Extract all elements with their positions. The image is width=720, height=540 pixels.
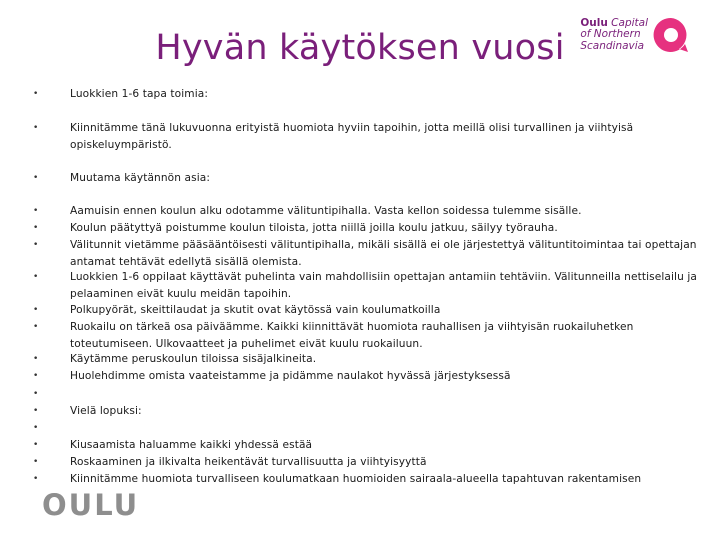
- list-item: Välitunnit vietämme pääsääntöisesti välituntipihalla, mikäli sisällä ei ole järjestettyä välituntitoimintaa tai opettajan antamat tehtävät edellytä sisällä olemista.: [70, 239, 697, 269]
- bullet-icon: •: [33, 123, 39, 133]
- oulu-footer-logo: OULU: [42, 488, 140, 522]
- brand-line-1-bold: Oulu: [580, 16, 608, 29]
- bullet-icon: •: [33, 206, 39, 216]
- list-item: Koulun päätyttyä poistumme koulun tiloista, jotta niillä joilla koulu jatkuu, säilyy työrauha.: [70, 222, 558, 234]
- bullet-icon: •: [33, 240, 39, 250]
- bullet-icon: •: [33, 173, 39, 183]
- brand-line-3: Scandinavia: [580, 39, 645, 52]
- bullet-icon: •: [33, 89, 39, 99]
- bullet-icon: •: [33, 406, 39, 416]
- bullet-icon: •: [33, 423, 39, 433]
- bullet-icon: •: [33, 354, 39, 364]
- list-item: Kiinnitämme huomiota turvalliseen koulumatkaan huomioiden sairaala-alueella tapahtuvan rakentamisen: [70, 473, 642, 485]
- bullet-icon: •: [33, 389, 39, 399]
- bullet-icon: •: [33, 440, 39, 450]
- list-item: Luokkien 1-6 tapa toimia:: [70, 88, 209, 100]
- list-item: Huolehdimme omista vaateistamme ja pidämme naulakot hyvässä järjestyksessä: [70, 370, 511, 382]
- bullet-icon: •: [33, 272, 39, 282]
- list-item: Ruokailu on tärkeä osa päiväämme. Kaikki kiinnittävät huomiota rauhallisen ja viihtyisän ruokailuhetken toteutumiseen. Ulkovaatteet ja puhelimet eivät kuulu ruokailuun.: [70, 321, 634, 351]
- brand-line-2: of Northern: [580, 28, 641, 41]
- bullet-icon: •: [33, 371, 39, 381]
- bullet-icon: •: [33, 305, 39, 315]
- list-item: Polkupyörät, skeittilaudat ja skutit ovat käytössä vain koulumatkoilla: [70, 304, 441, 316]
- slide-title: Hyvän käytöksen vuosi: [155, 28, 565, 68]
- list-item: Kiinnitämme tänä lukuvuonna erityistä huomiota hyviin tapoihin, jotta meillä olisi turvallinen ja viihtyisä opiskeluympäristö.: [70, 122, 634, 152]
- list-item: Kiusaamista haluamme kaikki yhdessä estää: [70, 439, 313, 451]
- bullet-icon: •: [33, 457, 39, 467]
- bullet-icon: •: [33, 322, 39, 332]
- list-item: Vielä lopuksi:: [70, 405, 142, 417]
- list-item: Luokkien 1-6 oppilaat käyttävät puhelinta vain mahdollisiin opettajan antamiin tehtäviin. Välitunneilla nettiselailu ja pelaaminen eivät kuulu meidän tapoihin.: [70, 271, 698, 301]
- bullet-icon: •: [33, 223, 39, 233]
- list-item: Aamuisin ennen koulun alku odotamme välituntipihalla. Vasta kellon soidessa tulemme sisälle.: [70, 205, 582, 217]
- bullet-icon: •: [33, 474, 39, 484]
- list-item: Roskaaminen ja ilkivalta heikentävät turvallisuutta ja viihtyisyyttä: [70, 456, 427, 468]
- brand-line-1-rest: Capital: [611, 16, 648, 29]
- list-item: Muutama käytännön asia:: [70, 172, 211, 184]
- list-item: Käytämme peruskoulun tiloissa sisäjalkineita.: [70, 353, 317, 365]
